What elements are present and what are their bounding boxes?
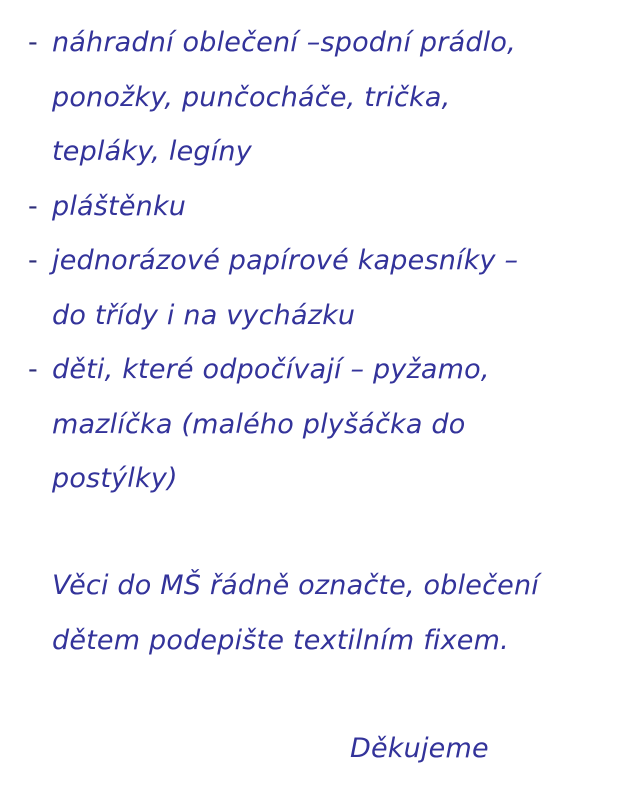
note-line: dětem podepište textilním fixem. — [52, 624, 509, 656]
list-item-line: postýlky) — [52, 463, 178, 494]
list-item-line: ponožky, punčocháče, trička, — [52, 81, 451, 113]
list-item-line: do třídy i na vycházku — [52, 299, 356, 331]
list-item-line: náhradní oblečení –spodní prádlo, — [52, 27, 516, 58]
labeling-note — [52, 559, 632, 668]
closing-thanks: Děkujeme — [350, 733, 489, 764]
list-item-line: tepláky, legíny — [52, 136, 252, 167]
list-item-line: děti, které odpočívají – pyžamo, — [52, 354, 490, 385]
list-bullet: - — [28, 190, 38, 222]
items-to-bring-list — [0, 16, 640, 507]
list-bullet: - — [28, 27, 38, 58]
list-item — [0, 180, 640, 235]
list-item — [0, 234, 640, 343]
list-item-line: pláštěnku — [52, 190, 187, 222]
list-item — [0, 343, 640, 507]
list-bullet: - — [28, 354, 38, 385]
list-bullet: - — [28, 245, 38, 276]
list-item-line: mazlíčka (malého plyšáčka do — [52, 408, 466, 440]
list-item — [0, 16, 640, 180]
list-item-line: jednorázové papírové kapesníky – — [52, 245, 519, 276]
note-line: Věci do MŠ řádně označte, oblečení — [52, 570, 539, 601]
